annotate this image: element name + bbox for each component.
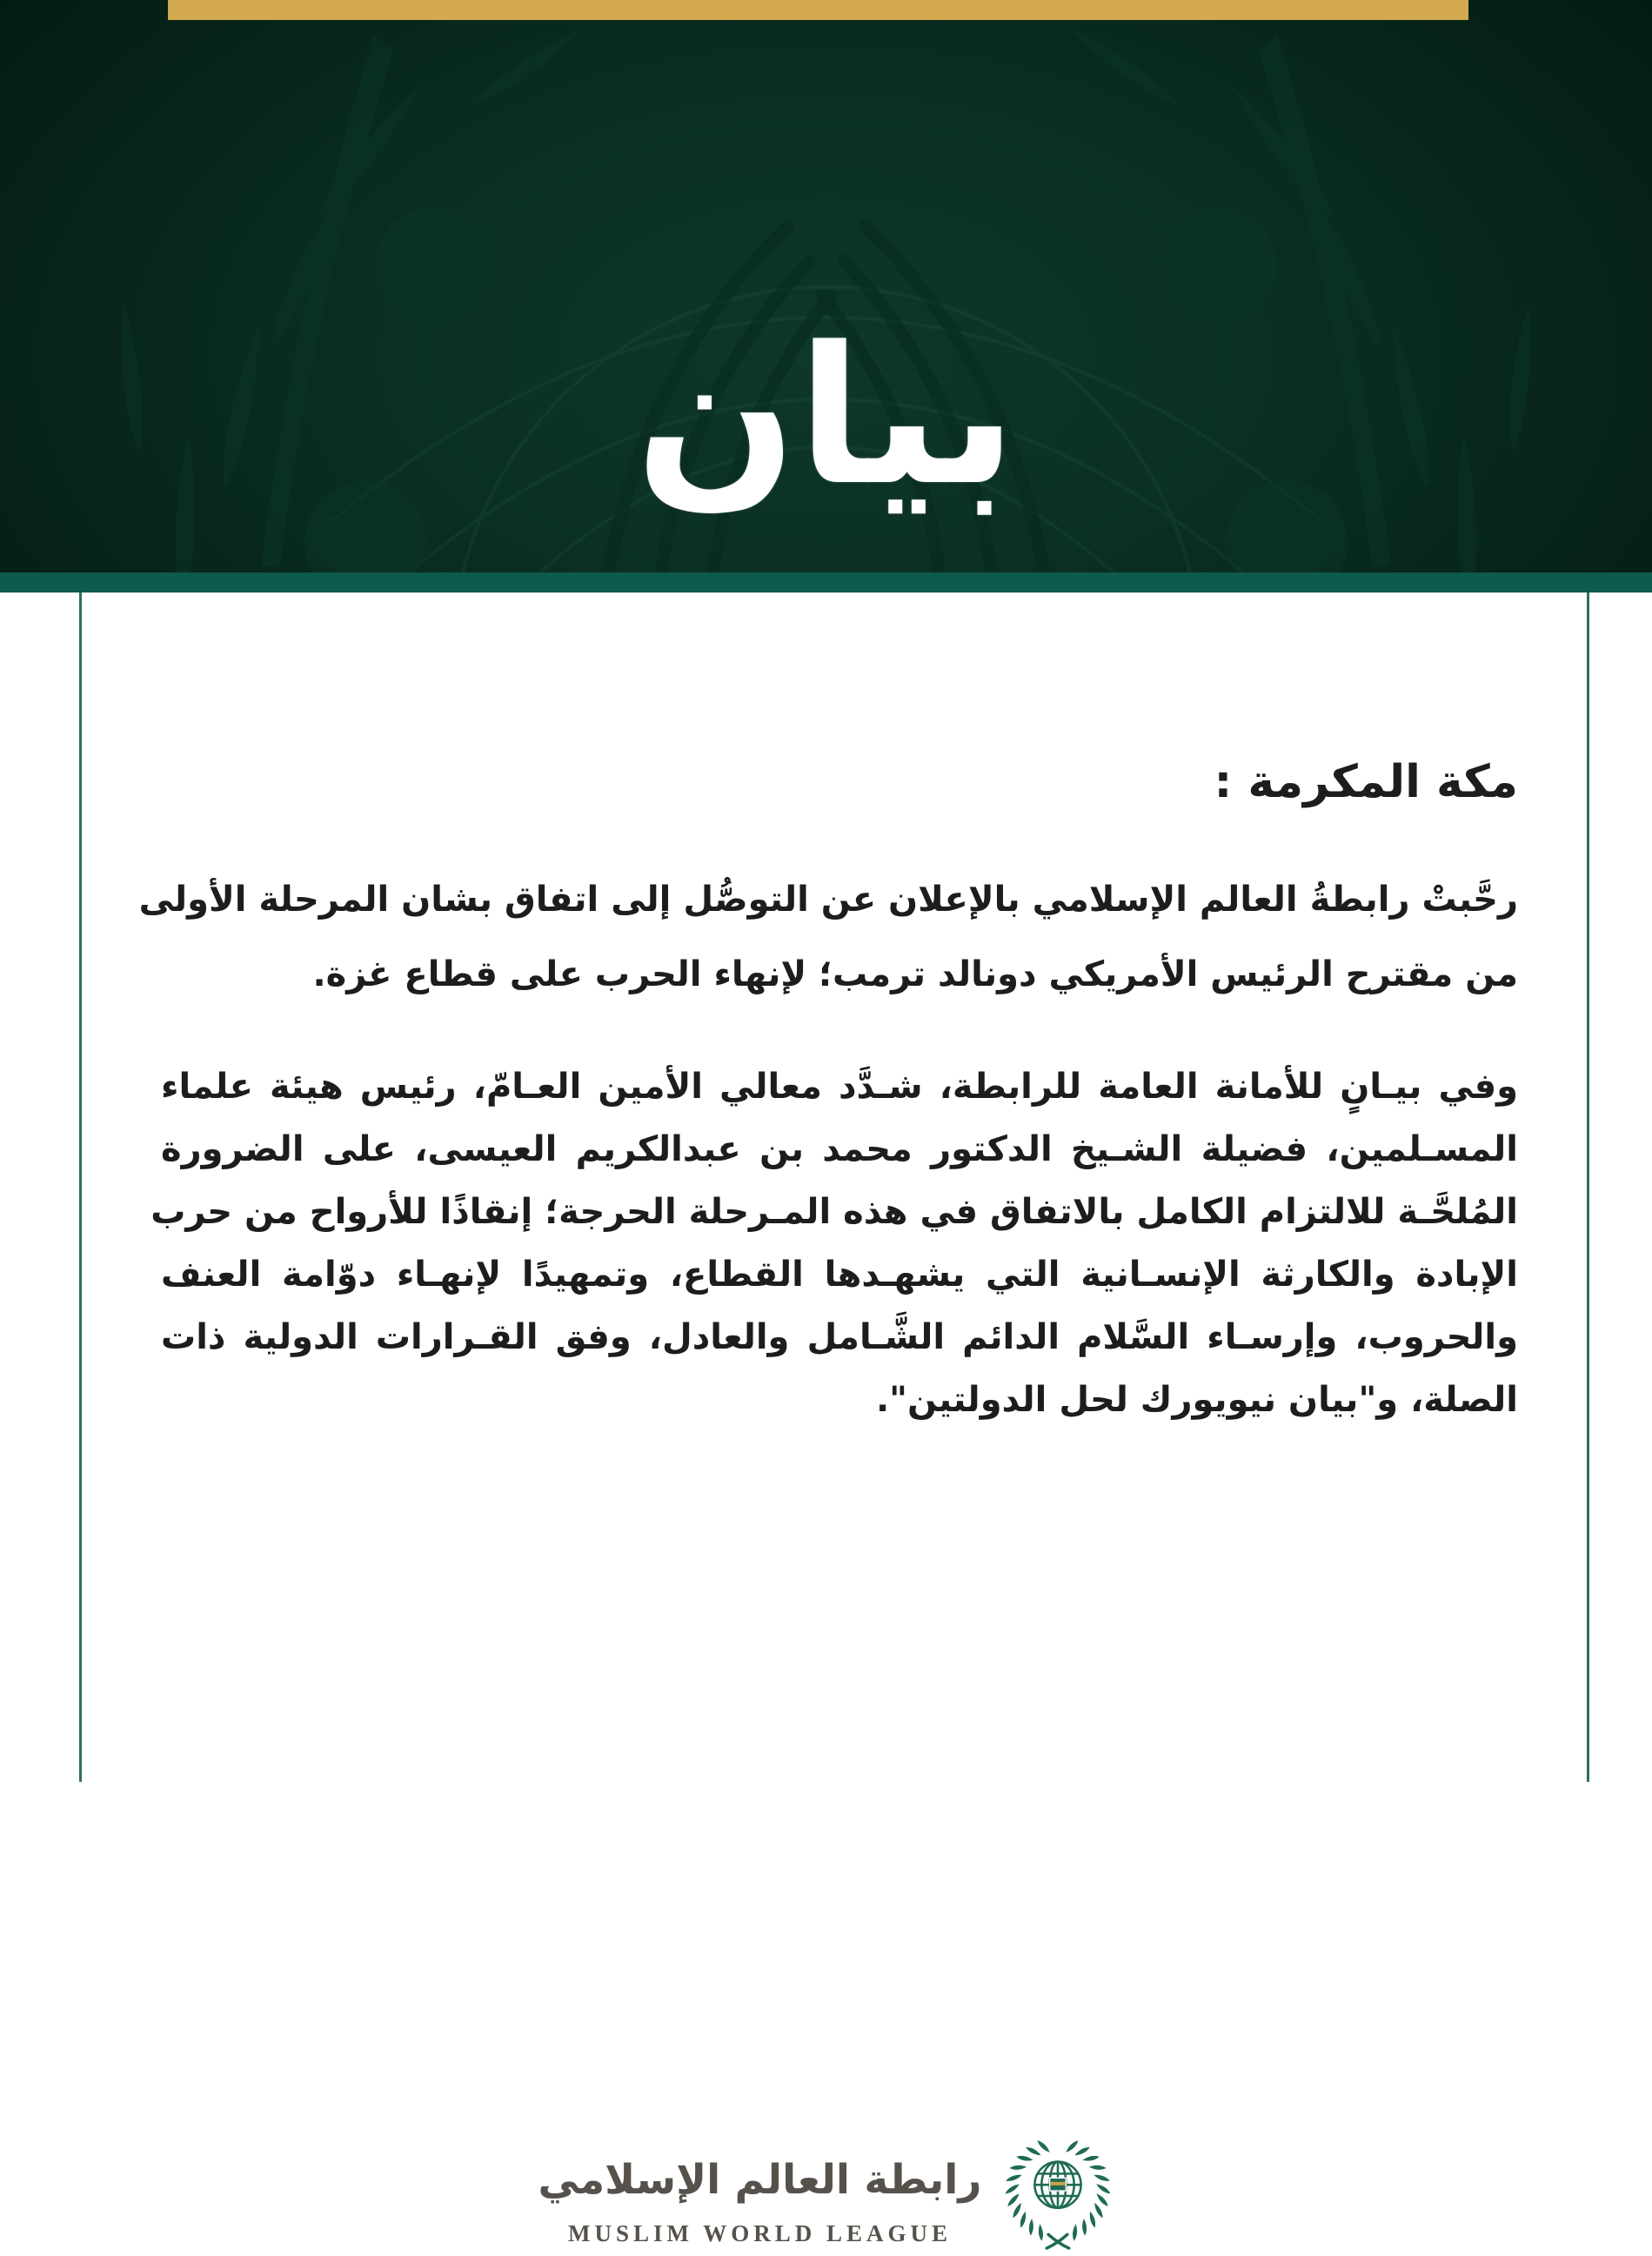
paragraph-line: المُلحَّـة للالتزام الكامل بالاتفاق في هذه المـرحلة الحرجة؛ إنقاذًا للأرواح من حرب [150,1192,1518,1232]
statement-header-banner [0,0,1652,572]
statement-text-column [138,592,1518,1431]
right-margin-rule [1587,592,1589,1782]
mwl-logo [0,2134,1652,2256]
kaaba-icon [1050,2178,1067,2191]
teal-divider-strip [0,572,1652,592]
wreath-stems [1047,2234,1070,2248]
paragraph-1 [138,862,1518,1012]
paragraph-line: الصلة، و"بيان نيويورك لحل الدولتين". [875,1380,1518,1420]
mwl-logo-texts [538,2144,982,2247]
paragraph-line: والحروب، وإرسـاء السَّلام الدائم الشَّـامل والعادل، وفق القـرارات الدولية ذات [161,1317,1518,1357]
mwl-logo-english-name: MUSLIM WORLD LEAGUE [567,2219,953,2246]
wreath-left-branch [1005,2139,1052,2241]
mwl-logo-arabic-calligraphy: رابطة العالم الإسلامي [538,2155,982,2204]
left-margin-rule [79,592,82,1782]
location-heading: مكة المكرمة : [1214,756,1518,808]
paragraph-line: من مقترح الرئيس الأمريكي دونالد ترمب؛ لإنهاء الحرب على قطاع غزة. [312,954,1518,994]
wreath-right-branch [1065,2139,1112,2241]
gold-accent-bar [168,0,1468,20]
paragraph-line: الإبادة والكارثة الإنسـانية التي يشهـدها القطاع، وتمهيدًا لإنهـاء دوّامة العنف [161,1255,1518,1295]
paragraph-2 [150,1055,1518,1431]
paragraph-line: المسـلمين، فضيلة الشـيخ الدكتور محمد بن عبدالكريم العيسى، على الضرورة [161,1129,1518,1169]
mwl-emblem-globe-wreath-icon [1002,2134,1114,2256]
paragraph-line: رحَّبتْ رابطةُ العالم الإسلامي بالإعلان عن التوصُّل إلى اتفاق بشان المرحلة الأولى [138,880,1518,920]
statement-body [0,592,1652,2246]
statement-title-calligraphy: بيان [635,307,1017,527]
paragraph-line: وفي بيـانٍ للأمانة العامة للرابطة، شـدَّد معالي الأمين العـامّ، رئيس هيئة علماء [161,1067,1518,1107]
